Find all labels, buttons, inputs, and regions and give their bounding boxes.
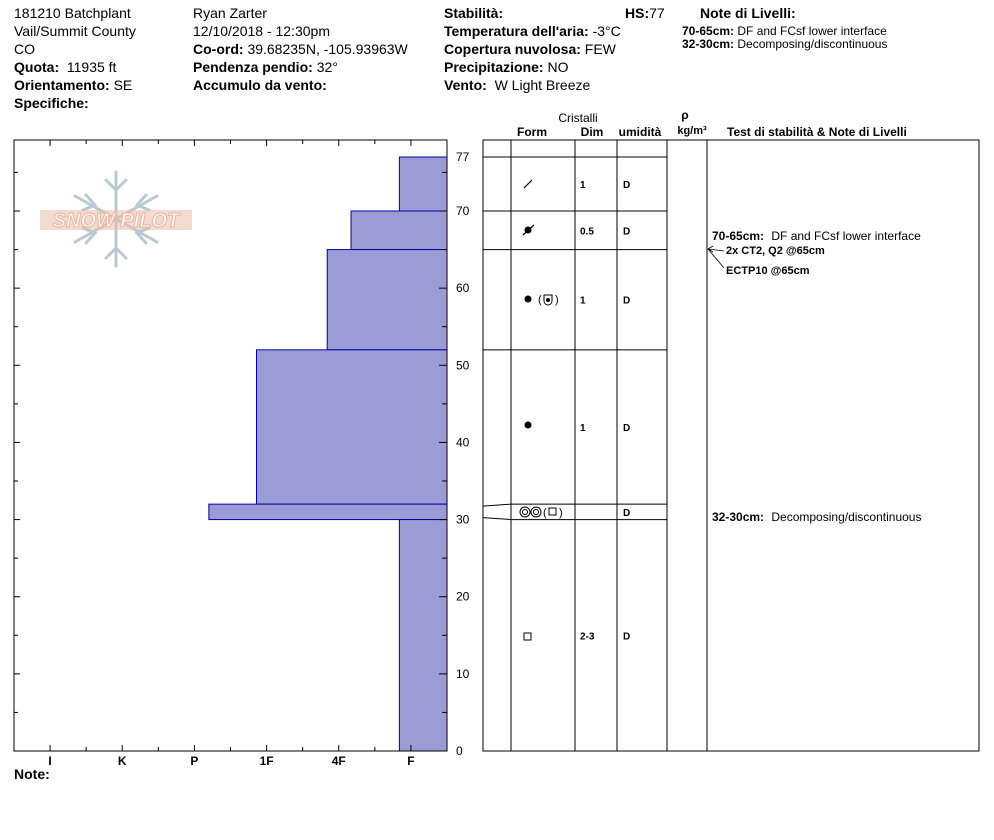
elevation-label: Quota: — [14, 59, 60, 75]
hardness-layer-bar — [256, 350, 447, 504]
height-tick-label: 60 — [456, 281, 470, 296]
elevation-value: 11935 ft — [66, 59, 117, 75]
crystals-title: Cristalli — [558, 111, 598, 125]
layer-note-1-text: DF and FCsf lower interface — [737, 24, 887, 38]
layer-wetness: D — [623, 226, 631, 238]
form-header: Form — [517, 125, 547, 139]
site-state: CO — [14, 41, 35, 57]
paren-close-2: ) — [559, 507, 563, 519]
hs-value: 77 — [649, 5, 665, 21]
height-tick-label: 77 — [456, 150, 470, 164]
layer-connector — [483, 504, 511, 506]
tests-header: Test di stabilità & Note di Livelli — [727, 125, 907, 139]
density-unit-header: kg/m³ — [677, 125, 707, 137]
dim-header: Dim — [580, 125, 604, 139]
height-tick-label: 50 — [456, 358, 470, 373]
test-notes — [708, 229, 921, 524]
rho-header: ρ — [681, 108, 689, 122]
layer-dim: 2-3 — [580, 631, 595, 643]
wind-label: Vento: — [444, 77, 487, 93]
height-tick-label: 20 — [456, 589, 470, 604]
aspect-label: Orientamento: — [14, 77, 110, 93]
test-note-2-text: Decomposing/discontinuous — [771, 510, 922, 524]
layer-note-2-text: Decomposing/discontinuous — [737, 37, 888, 51]
cloud-label: Copertura nuvolosa: — [444, 41, 581, 57]
test-note-2-range: 32-30cm: — [712, 510, 765, 524]
slope-value: 32° — [316, 59, 338, 75]
air-temp-value: -3°C — [592, 23, 621, 39]
layer-note-1-range: 70-65cm: — [682, 24, 735, 38]
height-tick-label: 30 — [456, 512, 470, 527]
layer-note-2-range: 32-30cm: — [682, 37, 735, 51]
wind-value: W Light Breeze — [494, 77, 591, 93]
height-tick-label: 10 — [456, 666, 470, 681]
site-name: 181210 Batchplant — [14, 5, 131, 21]
hardness-tick-label: P — [190, 754, 199, 768]
site-region: Vail/Summit County — [14, 23, 136, 39]
test-result-ct: 2x CT2, Q2 @65cm — [726, 245, 825, 257]
hardness-tick-label: F — [407, 754, 415, 768]
decomposing-faceted-icon — [523, 225, 534, 235]
aspect-value: SE — [113, 77, 133, 93]
test-ect-pointer — [708, 249, 724, 268]
specifics-label: Specifiche: — [14, 95, 89, 111]
layer-notes-title-text: Note di Livelli: — [700, 5, 796, 21]
snowpilot-logo — [40, 172, 192, 266]
test-note-1-range: 70-65cm: — [712, 229, 765, 243]
wind-loading-label: Accumulo da vento: — [193, 77, 327, 93]
paren-open: ( — [538, 294, 542, 306]
slope-label: Pendenza pendio: — [193, 59, 313, 75]
hardness-tick-label: 1F — [259, 754, 274, 768]
layer-dim: 1 — [580, 180, 586, 191]
hardness-tick-label: 4F — [331, 754, 346, 768]
wet-header: umidità — [618, 125, 662, 139]
hardness-layer-bar — [399, 520, 447, 751]
observer: Ryan Zarter — [193, 5, 267, 21]
crystal-table — [483, 108, 979, 751]
paren-open-2: ( — [543, 507, 547, 519]
test-note-2 — [712, 510, 921, 524]
coord-label: Co-ord: — [193, 41, 244, 57]
hardness-layer-bar — [327, 250, 447, 350]
layer-wetness: D — [623, 631, 631, 643]
layer-wetness: D — [623, 423, 631, 434]
cloud-value: FEW — [584, 41, 616, 57]
layer-connector — [483, 518, 511, 520]
coord-value: 39.68235N, -105.93963W — [247, 41, 408, 57]
height-tick-label: 40 — [456, 435, 470, 450]
melt-forms-icon — [520, 507, 563, 519]
layer-dim: 1 — [580, 423, 586, 434]
rounded-grains-icon — [525, 422, 532, 429]
hardness-profile — [209, 157, 447, 751]
hardness-layer-bar — [209, 504, 447, 519]
height-tick-label: 70 — [456, 204, 470, 218]
layer-wetness: D — [623, 180, 631, 191]
hardness-tick-label: I — [48, 754, 52, 768]
decomposing-fragments-icon — [524, 180, 532, 188]
hardness-layer-bar — [351, 211, 447, 250]
crystal-symbols — [520, 180, 563, 640]
precip-value: NO — [547, 59, 569, 75]
layer-wetness: D — [623, 295, 631, 307]
test-note-1 — [712, 229, 921, 243]
precip-label: Precipitazione: — [444, 59, 544, 75]
test-result-ect: ECTP10 @65cm — [726, 265, 810, 277]
hs-label: HS: — [625, 5, 650, 21]
height-tick-label: 0 — [456, 744, 463, 758]
layer-dim: 0.5 — [580, 226, 594, 238]
layer-dim: 1 — [580, 295, 586, 307]
notes-label: Note: — [14, 766, 50, 782]
test-note-1-text: DF and FCsf lower interface — [771, 229, 921, 243]
paren-close: ) — [555, 294, 559, 306]
stability-label: Stabilità: — [444, 5, 504, 21]
rounded-faceted-mixed-icon — [525, 294, 559, 306]
faceted-crystals-icon — [524, 633, 531, 640]
notes — [14, 765, 50, 783]
hardness-layer-bar — [399, 157, 447, 211]
logo-text: SNOW PILOT — [52, 210, 180, 232]
layer-wetness: D — [623, 507, 631, 519]
datetime: 12/10/2018 - 12:30pm — [193, 23, 330, 39]
hardness-tick-label: K — [117, 754, 127, 768]
air-temp-label: Temperatura dell'aria: — [444, 23, 589, 39]
